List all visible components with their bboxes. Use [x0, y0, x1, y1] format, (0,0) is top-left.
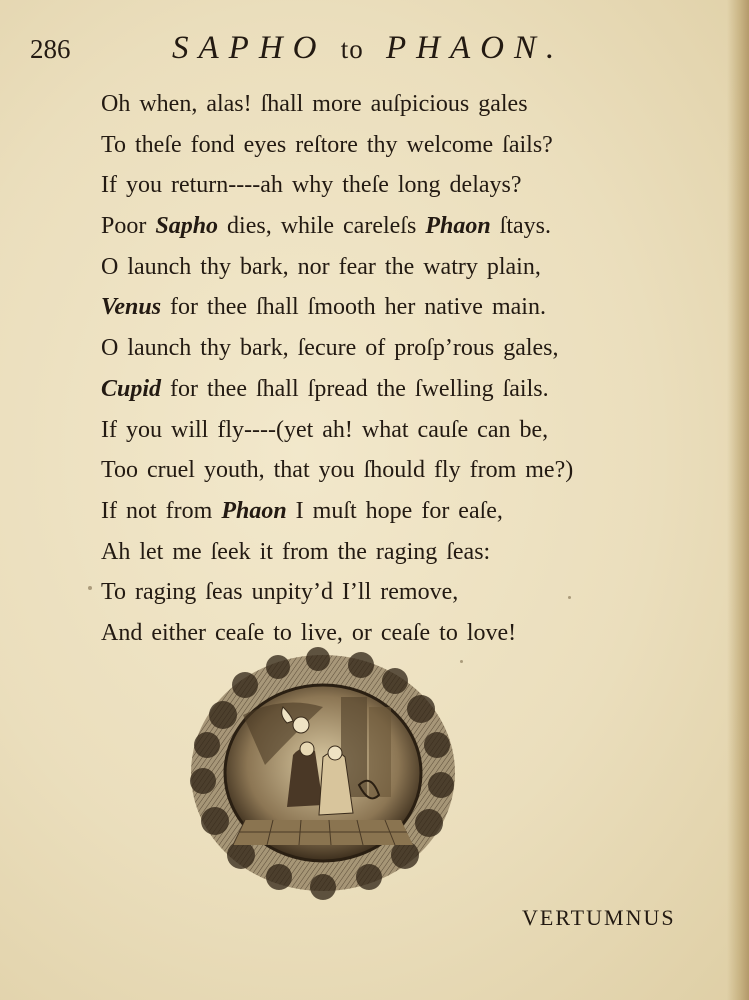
page-number: 286	[30, 34, 71, 64]
poem-text-segment: O launch thy bark, ſecure of proſp’rous gales,	[101, 335, 559, 362]
italic-name: Venus	[101, 294, 162, 321]
poem-line	[101, 206, 661, 247]
poem-line	[101, 532, 661, 573]
poem-text-segment: for thee ſhall ſpread the ſwelling ſails.	[161, 375, 549, 402]
italic-name: Phaon	[425, 213, 491, 240]
poem-line	[101, 165, 661, 206]
poem-line	[101, 572, 661, 613]
italic-name: Phaon	[221, 497, 287, 524]
italic-name: Cupid	[101, 375, 162, 402]
poem-line	[101, 410, 661, 451]
foxing-speck	[568, 596, 571, 599]
poem-line	[101, 287, 661, 328]
poem-line	[101, 491, 661, 532]
poem-text-segment: If you will fly----(yet ah! what cauſe can be,	[101, 416, 549, 443]
poem-text-segment: for thee ſhall ſmooth her native main.	[161, 294, 546, 321]
poem-line	[101, 328, 661, 369]
poem-text-segment: To theſe fond eyes reſtore thy welcome ſails?	[101, 131, 553, 158]
foxing-speck	[460, 660, 463, 663]
poem-line	[101, 84, 661, 125]
poem-text-segment: Ah let me ſeek it from the raging ſeas:	[101, 538, 491, 565]
poem-line	[101, 369, 661, 410]
poem-text-segment: I muſt hope for eaſe,	[286, 497, 503, 524]
poem-text-segment: Too cruel youth, that you ſhould fly from me?)	[101, 457, 574, 484]
poem-text-segment: If you return----ah why theſe long delays?	[101, 172, 522, 199]
poem-line	[101, 125, 661, 166]
page-edge-shadow	[727, 0, 749, 1000]
poem-text-segment: Poor	[101, 213, 156, 240]
engraved-vignette-icon	[183, 645, 463, 900]
poem-line	[101, 247, 661, 288]
italic-name: Sapho	[155, 213, 219, 240]
running-head-left: SAPHO	[172, 30, 327, 66]
poem-text-segment: If not from	[101, 497, 222, 524]
poem-text-segment: And either ceaſe to live, or ceaſe to love!	[101, 619, 517, 646]
poem-text-segment: dies, while careleſs	[218, 213, 426, 240]
poem-text	[101, 84, 661, 654]
running-head-to: to	[340, 34, 364, 64]
poem-text-segment: O launch thy bark, nor fear the watry plain,	[101, 253, 541, 280]
poem-text-segment: ſtays.	[490, 213, 551, 240]
poem-text-segment: Oh when, alas! ſhall more auſpicious gales	[101, 91, 528, 117]
catchword: VERTUMNUS	[522, 905, 676, 930]
poem-line	[101, 450, 661, 491]
running-head-right: PHAON.	[386, 30, 565, 66]
running-head	[172, 30, 564, 67]
foxing-speck	[88, 586, 92, 590]
poem-text-segment: To raging ſeas unpity’d I’ll remove,	[101, 579, 459, 606]
